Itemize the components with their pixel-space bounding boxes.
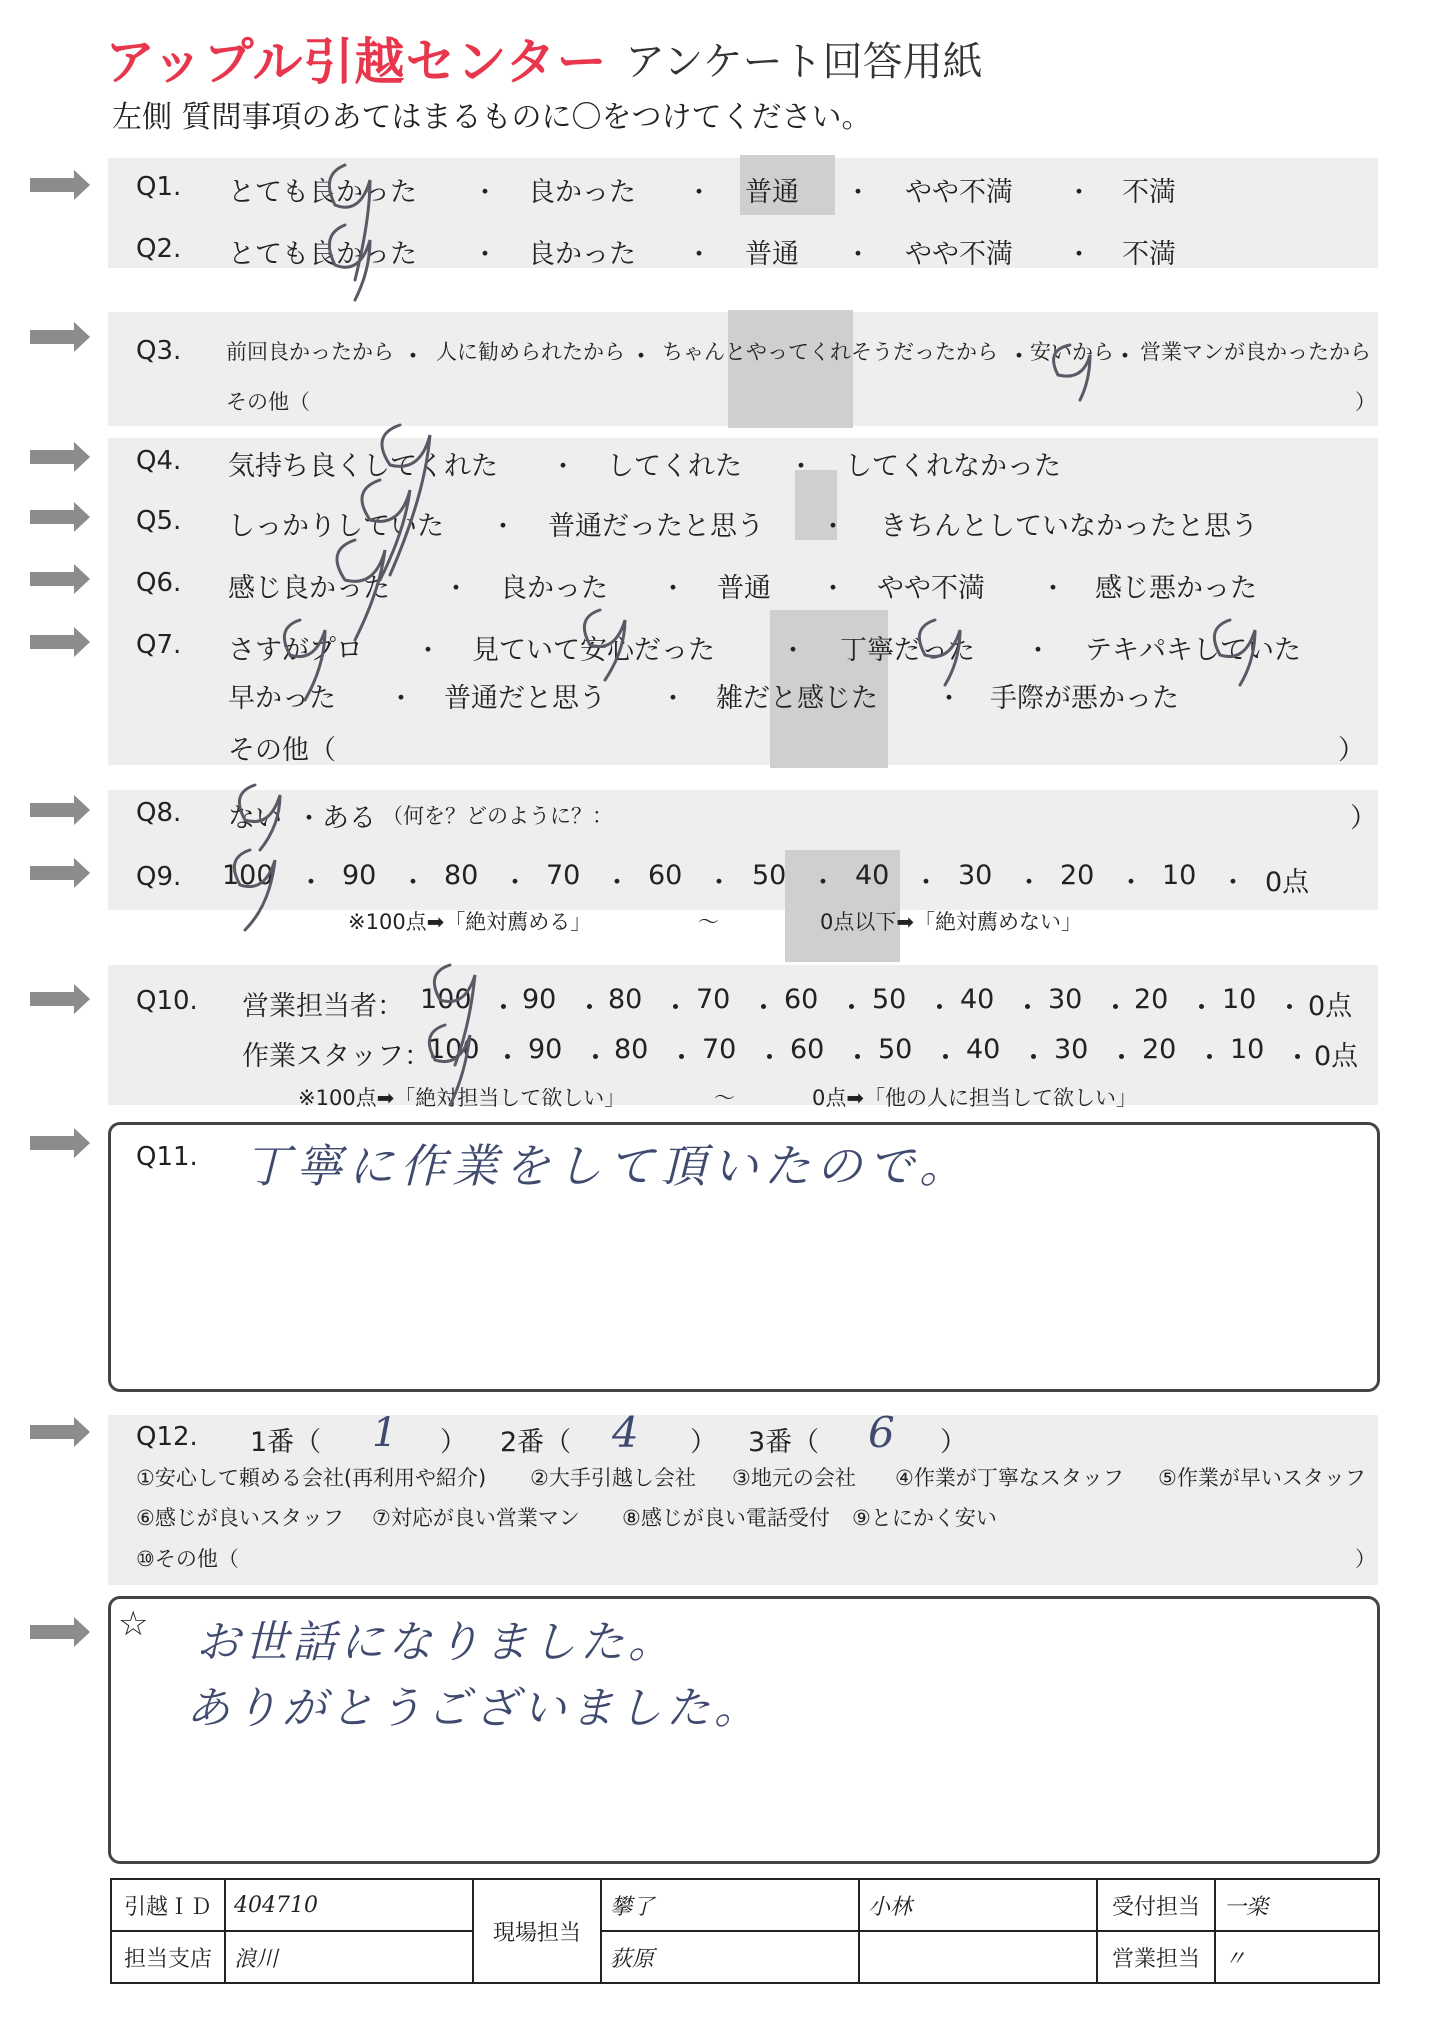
q12-other[interactable]: ⑩その他（	[136, 1547, 239, 1571]
site-staff-value-2[interactable]: 荻原	[601, 1931, 859, 1983]
q7-option-4[interactable]: テキパキしていた	[1085, 635, 1301, 666]
q12-rank1-value[interactable]: 1	[372, 1410, 398, 1456]
q4-option-3[interactable]: してくれなかった	[845, 451, 1061, 482]
q10-staff-90[interactable]: 90	[528, 1034, 563, 1065]
reception-value[interactable]: 一楽	[1215, 1879, 1379, 1931]
q12-choice-3: ③地元の会社	[732, 1466, 856, 1490]
q2-option-3[interactable]: 普通	[745, 239, 799, 270]
q3-option-2[interactable]: 人に勧められたから	[436, 340, 625, 364]
comment-line-1[interactable]: お世話になりました。	[196, 1617, 676, 1668]
q10-sales-90[interactable]: 90	[522, 984, 557, 1015]
q12-choice-5: ⑤作業が早いスタッフ	[1158, 1466, 1366, 1490]
q12-choice-7: ⑦対応が良い営業マン	[372, 1506, 580, 1530]
q10-sales-20[interactable]: 20	[1134, 984, 1169, 1015]
q1-label: Q1.	[136, 172, 182, 202]
move-id-label: 引越ＩＤ	[111, 1879, 225, 1931]
q1-option-1[interactable]: とても良かった	[228, 177, 417, 208]
q10-staff-80[interactable]: 80	[614, 1034, 649, 1065]
q9-score-90[interactable]: 90	[342, 860, 377, 891]
q10-staff-100[interactable]: 100	[428, 1034, 480, 1065]
q8-option-none[interactable]: ない	[228, 803, 282, 834]
q12-choice-8: ⑧感じが良い電話受付	[622, 1506, 830, 1530]
q4-option-1[interactable]: 気持ち良くしてくれた	[228, 451, 498, 482]
sales-staff-value[interactable]: 〃	[1215, 1931, 1379, 1983]
q10-sales-40[interactable]: 40	[960, 984, 995, 1015]
form-title: アンケート回答用紙	[625, 39, 983, 85]
q12-rank3-value[interactable]: 6	[868, 1408, 895, 1457]
q10-staff-40[interactable]: 40	[966, 1034, 1001, 1065]
q7-other[interactable]: その他（	[228, 735, 336, 766]
instruction-text: 左側 質問事項のあてはまるものに〇をつけてください。	[112, 100, 872, 135]
company-name: アップル引越センター	[105, 33, 608, 91]
q6-option-1[interactable]: 感じ良かった	[228, 573, 390, 604]
q1-option-4[interactable]: やや不満	[905, 177, 1013, 208]
q6-option-5[interactable]: 感じ悪かった	[1095, 573, 1257, 604]
comment-line-2[interactable]: ありがとうございました。	[186, 1683, 762, 1734]
q10-sales-0[interactable]: 0点	[1308, 991, 1353, 1022]
q7-option-5[interactable]: 早かった	[228, 683, 336, 714]
q10-note-right: 0点➡「他の人に担当して欲しい」	[812, 1086, 1137, 1110]
q9-score-20[interactable]: 20	[1060, 860, 1095, 891]
q3-other[interactable]: その他（	[226, 390, 310, 414]
q9-score-50[interactable]: 50	[752, 860, 787, 891]
q10-label: Q10.	[136, 986, 198, 1016]
q7-option-8[interactable]: 手際が悪かった	[990, 683, 1179, 714]
q12-rank3-label: 3番（	[748, 1427, 820, 1458]
q10-staff-label: 作業スタッフ：	[242, 1041, 431, 1072]
q12-choice-9: ⑨とにかく安い	[852, 1506, 997, 1530]
q6-option-4[interactable]: やや不満	[877, 573, 985, 604]
q7-option-1[interactable]: さすがプロ	[228, 635, 363, 666]
star-icon: ☆	[118, 1604, 149, 1644]
q3-label: Q3.	[136, 336, 182, 366]
sales-staff-label: 営業担当	[1097, 1931, 1215, 1983]
q9-score-100[interactable]: 100	[222, 860, 274, 891]
q12-rank2-label: 2番（	[500, 1427, 572, 1458]
q9-score-70[interactable]: 70	[546, 860, 581, 891]
q5-option-2[interactable]: 普通だったと思う	[548, 511, 764, 542]
q10-sales-60[interactable]: 60	[784, 984, 819, 1015]
branch-value[interactable]: 浪川	[225, 1931, 473, 1983]
q3-option-5[interactable]: 営業マンが良かったから	[1140, 340, 1371, 364]
q5-option-3[interactable]: きちんとしていなかったと思う	[880, 511, 1258, 542]
move-id-value[interactable]: 404710	[225, 1879, 473, 1931]
q9-score-80[interactable]: 80	[444, 860, 479, 891]
q11-answer[interactable]: 丁寧に作業をして頂いたので。	[244, 1139, 972, 1193]
q10-sales-100[interactable]: 100	[420, 984, 472, 1015]
q10-sales-label: 営業担当者：	[242, 991, 404, 1022]
q10-note-left: ※100点➡「絶対担当して欲しい」	[298, 1086, 626, 1110]
q8-option-some[interactable]: ある	[322, 803, 376, 834]
q2-option-1[interactable]: とても良かった	[228, 239, 417, 270]
q9-score-10[interactable]: 10	[1162, 860, 1197, 891]
q7-option-2[interactable]: 見ていて安心だった	[472, 635, 715, 666]
q6-label: Q6.	[136, 568, 182, 598]
q10-staff-50[interactable]: 50	[878, 1034, 913, 1065]
q10-sales-10[interactable]: 10	[1222, 984, 1257, 1015]
q6-option-2[interactable]: 良かった	[500, 573, 608, 604]
q2-label: Q2.	[136, 234, 182, 264]
branch-label: 担当支店	[111, 1931, 225, 1983]
q12-choice-6: ⑥感じが良いスタッフ	[136, 1506, 344, 1530]
site-staff-value-3[interactable]: 小林	[859, 1879, 1097, 1931]
q4-option-2[interactable]: してくれた	[607, 451, 742, 482]
q1-option-3[interactable]: 普通	[745, 177, 799, 208]
q8-label: Q8.	[136, 798, 182, 828]
q9-score-60[interactable]: 60	[648, 860, 683, 891]
q1-option-2[interactable]: 良かった	[528, 177, 636, 208]
q9-score-30[interactable]: 30	[958, 860, 993, 891]
q7-option-7[interactable]: 雑だと感じた	[716, 683, 878, 714]
q2-option-2[interactable]: 良かった	[528, 239, 636, 270]
q7-label: Q7.	[136, 630, 182, 660]
q7-option-6[interactable]: 普通だと思う	[444, 683, 606, 714]
site-staff-value-1[interactable]: 攀了	[601, 1879, 859, 1931]
q12-rank2-value[interactable]: 4	[612, 1408, 639, 1457]
q3-option-3[interactable]: ちゃんとやってくれそうだったから	[662, 340, 998, 364]
q10-staff-30[interactable]: 30	[1054, 1034, 1089, 1065]
q12-label: Q12.	[136, 1422, 198, 1452]
q2-option-4[interactable]: やや不満	[905, 239, 1013, 270]
q6-option-3[interactable]: 普通	[717, 573, 771, 604]
q1-option-5[interactable]: 不満	[1122, 177, 1176, 208]
q8-prompt[interactable]: （何を？どのように？：	[382, 804, 613, 828]
q2-option-5[interactable]: 不満	[1122, 239, 1176, 270]
q12-choice-1: ①安心して頼める会社(再利用や紹介)	[136, 1466, 487, 1490]
q3-option-1[interactable]: 前回良かったから	[226, 340, 394, 364]
q10-staff-0[interactable]: 0点	[1314, 1041, 1359, 1072]
site-staff-label: 現場担当	[473, 1879, 601, 1983]
q5-option-1[interactable]: しっかりしていた	[228, 511, 444, 542]
q12-choice-2: ②大手引越し会社	[530, 1466, 696, 1490]
q10-staff-70[interactable]: 70	[702, 1034, 737, 1065]
q10-staff-10[interactable]: 10	[1230, 1034, 1265, 1065]
q9-score-0[interactable]: 0点	[1265, 867, 1310, 898]
q5-label: Q5.	[136, 506, 182, 536]
q12-rank1-label: 1番（	[250, 1427, 322, 1458]
q9-label: Q9.	[136, 862, 182, 892]
q12-choice-4: ④作業が丁寧なスタッフ	[895, 1466, 1124, 1490]
q9-score-40[interactable]: 40	[855, 860, 890, 891]
q11-label: Q11.	[136, 1142, 198, 1172]
q10-staff-20[interactable]: 20	[1142, 1034, 1177, 1065]
q4-label: Q4.	[136, 446, 182, 476]
q10-sales-80[interactable]: 80	[608, 984, 643, 1015]
q9-note-right: 0点以下➡「絶対薦めない」	[820, 910, 1082, 934]
q7-option-3[interactable]: 丁寧だった	[840, 635, 975, 666]
q3-option-4[interactable]: 安いから	[1030, 340, 1114, 364]
q10-sales-70[interactable]: 70	[696, 984, 731, 1015]
q9-note-left: ※100点➡「絶対薦める」	[348, 910, 592, 934]
q10-staff-60[interactable]: 60	[790, 1034, 825, 1065]
q10-sales-50[interactable]: 50	[872, 984, 907, 1015]
q10-sales-30[interactable]: 30	[1048, 984, 1083, 1015]
reception-label: 受付担当	[1097, 1879, 1215, 1931]
